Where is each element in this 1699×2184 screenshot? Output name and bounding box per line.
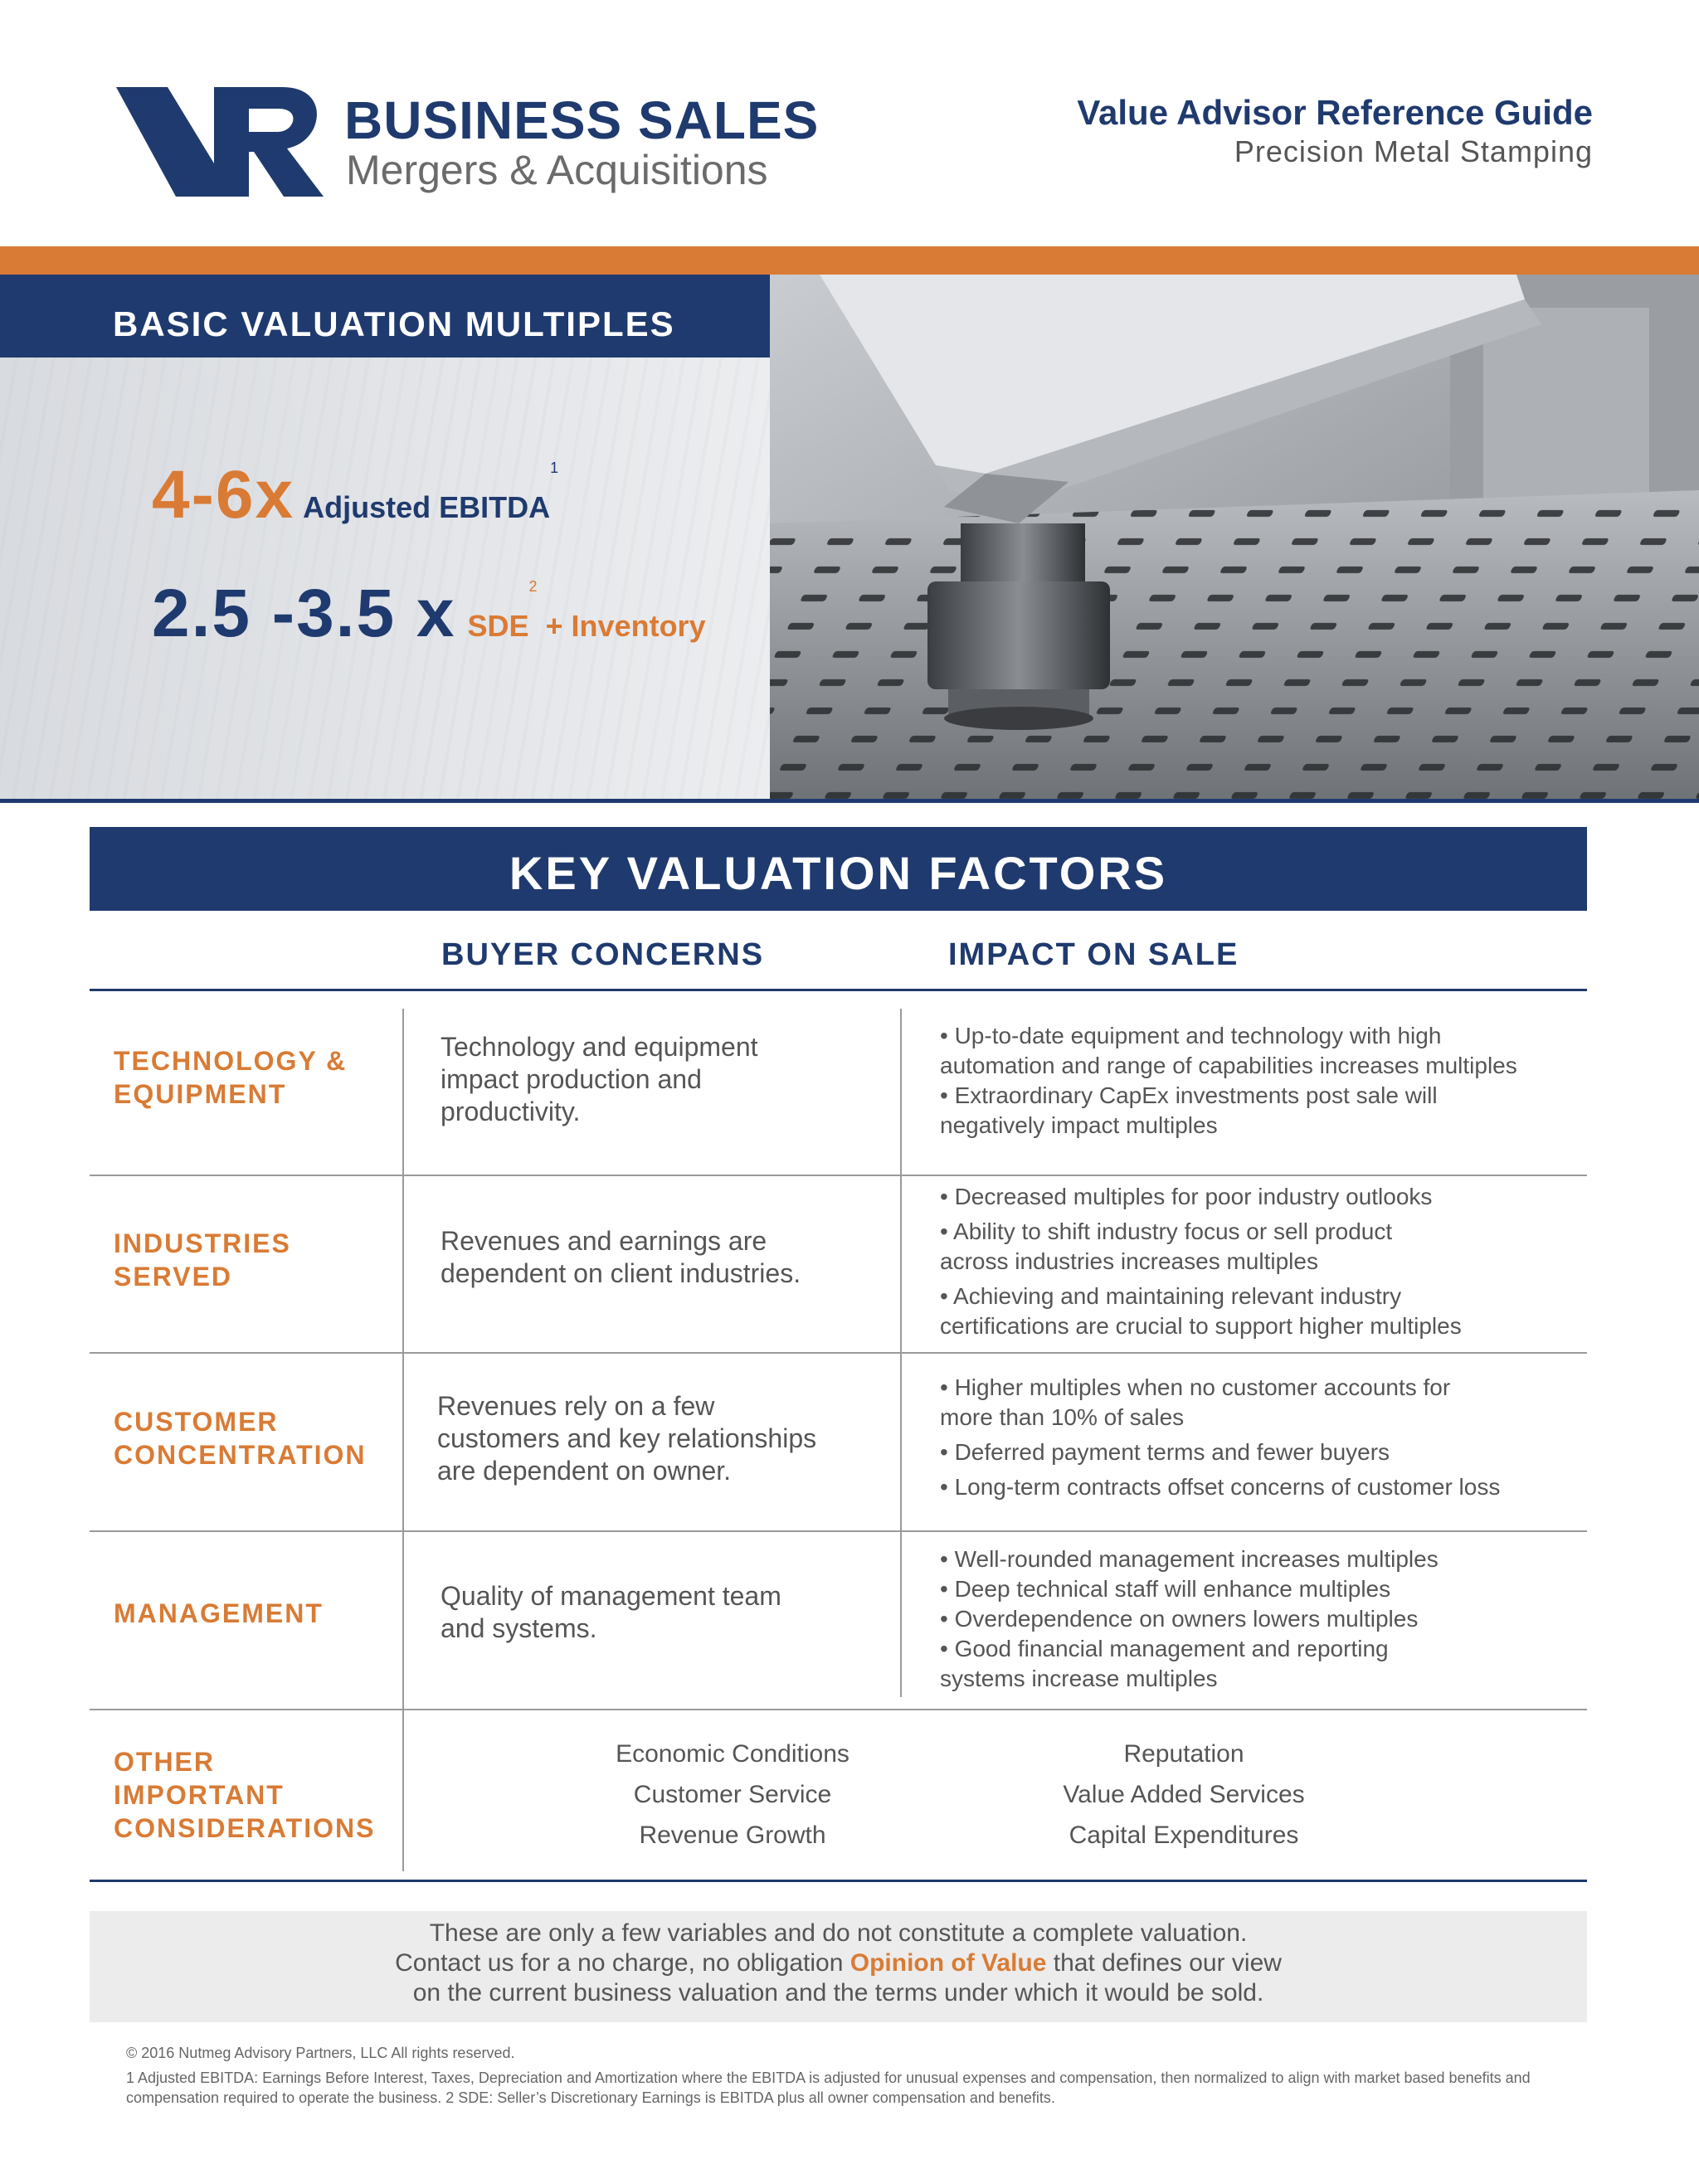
list-item: • Long-term contracts offset concerns of customer loss xyxy=(940,1474,1501,1500)
list-item: • Well-rounded management increases multiples xyxy=(940,1546,1439,1572)
guide-title: Value Advisor Reference Guide xyxy=(1077,93,1593,132)
row-divider xyxy=(90,1352,1587,1354)
impact-technology xyxy=(935,1021,1599,1141)
multiple-ebitda-label: Adjusted EBITDA$^1$ xyxy=(303,460,559,524)
multiple-sde xyxy=(152,575,706,653)
impact-industries xyxy=(935,1182,1599,1341)
other-considerations-right: Reputation Value Added Services Capital Expenditures xyxy=(1063,1740,1305,1849)
row-divider xyxy=(90,1530,1587,1532)
list-item: • Higher multiples when no customer accounts for more than 10% of sales xyxy=(940,1374,1451,1430)
buyer-concerns-heading: BUYER CONCERNS xyxy=(441,937,765,972)
row-divider xyxy=(90,1709,1587,1710)
concern-industries: Revenues and earnings are dependent on client industries. xyxy=(441,1226,801,1288)
concern-technology: Technology and equipment impact production and productivity. xyxy=(441,1032,758,1126)
concern-customer: Revenues rely on a few customers and key relationships are dependent on owner. xyxy=(437,1391,817,1486)
list-item: • Ability to shift industry focus or sell product across industries increases multiples xyxy=(940,1218,1393,1274)
footnotes: 1 Adjusted EBITDA: Earnings Before Interest, Taxes, Depreciation and Amortization where the EBITDA is adjusted for unusual expenses and compensation, then normalized to align with market based benefits and compensation required to operate the business. 2 SDE: Seller’s Discretionary Earnings is EBITDA plus all owner compensation and benefits. xyxy=(126,2070,1531,2106)
list-item: • Good financial management and reporting systems increase multiples xyxy=(940,1636,1389,1691)
orange-divider xyxy=(0,246,1699,275)
list-item: • Extraordinary CapEx investments post sale will negatively impact multiples xyxy=(940,1082,1438,1138)
list-item: • Overdependence on owners lowers multiples xyxy=(940,1606,1419,1632)
brand-name: BUSINESS SALES xyxy=(344,90,820,150)
machine-photo xyxy=(770,275,1699,799)
column-divider-1 xyxy=(402,1009,404,1871)
category-customer: CUSTOMER CONCENTRATION xyxy=(114,1407,367,1470)
concern-management: Quality of management team and systems. xyxy=(441,1581,781,1643)
disclaimer-text: These are only a few variables and do not constitute a complete valuation. Contact us for a no charge, no obligation Opinion of Value that defines our view on the current business valuation and the terms under which it would be sold. xyxy=(395,1919,1282,2006)
category-industries: INDUSTRIES SERVED xyxy=(114,1228,291,1291)
impact-on-sale-heading: IMPACT ON SALE xyxy=(948,937,1239,972)
multiple-ebitda-value: 4-6x xyxy=(152,457,295,533)
vr-logo xyxy=(116,87,324,197)
hero-section xyxy=(0,275,1699,799)
copyright: © 2016 Nutmeg Advisory Partners, LLC All rights reserved. xyxy=(126,2045,515,2061)
impact-management xyxy=(935,1544,1599,1694)
table-top-rule xyxy=(90,989,1587,991)
other-considerations-left: Economic Conditions Customer Service Revenue Growth xyxy=(616,1740,850,1849)
category-other: OTHER IMPORTANT CONSIDERATIONS xyxy=(114,1747,376,1843)
table-bottom-rule xyxy=(90,1880,1587,1882)
multiple-sde-value: 2.5 -3.5 x xyxy=(152,576,456,651)
guide-subtitle: Precision Metal Stamping xyxy=(1234,134,1593,168)
hero-bottom-rule xyxy=(0,799,1699,803)
basic-multiples-title: BASIC VALUATION MULTIPLES xyxy=(113,304,675,343)
row-divider xyxy=(90,1175,1587,1176)
list-item: • Deep technical staff will enhance multiples xyxy=(940,1576,1391,1602)
multiple-ebitda xyxy=(152,456,558,534)
key-factors-title: KEY VALUATION FACTORS xyxy=(509,847,1168,899)
list-item: • Up-to-date equipment and technology with high automation and range of capabilities increases multiples xyxy=(940,1023,1517,1078)
impact-customer xyxy=(935,1373,1599,1502)
opinion-of-value-link[interactable]: Opinion of Value xyxy=(850,1949,1047,1977)
category-management: MANAGEMENT xyxy=(114,1598,324,1628)
brand-tagline: Mergers & Acquisitions xyxy=(346,147,768,193)
list-item: • Decreased multiples for poor industry outlooks xyxy=(940,1184,1433,1209)
multiple-sde-label: SDE$^2$ + Inventory xyxy=(467,578,706,643)
category-technology: TECHNOLOGY & EQUIPMENT xyxy=(114,1046,348,1109)
list-item: • Deferred payment terms and fewer buyers xyxy=(940,1439,1390,1465)
list-item: • Achieving and maintaining relevant industry certifications are crucial to support higher multiples xyxy=(940,1283,1462,1339)
